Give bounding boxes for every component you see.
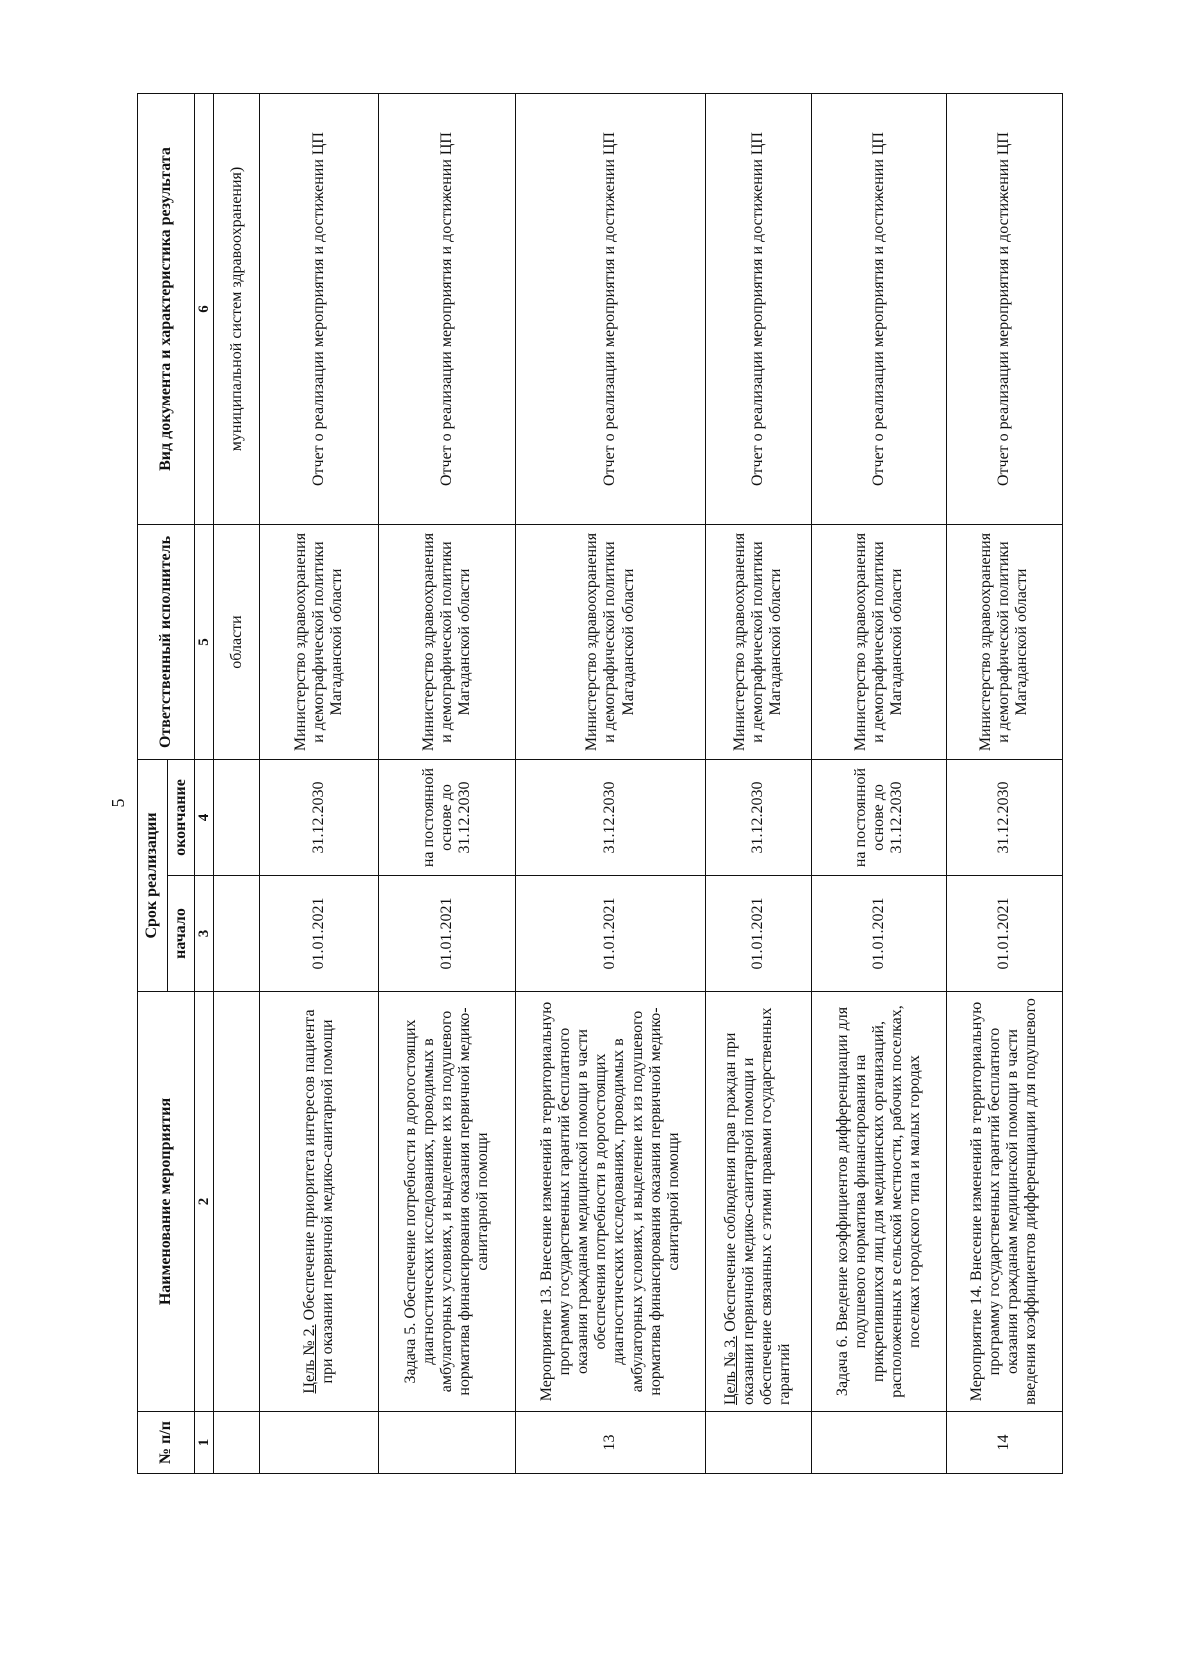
row-num bbox=[706, 1412, 812, 1474]
carry-row bbox=[213, 94, 259, 1474]
table-row bbox=[811, 94, 946, 1474]
row-start: 01.01.2021 bbox=[946, 876, 1062, 992]
colnum-1: 1 bbox=[195, 1412, 214, 1474]
header-period: Срок реализации bbox=[138, 760, 168, 992]
row-name bbox=[378, 992, 515, 1412]
header-num: № п/п bbox=[138, 1412, 195, 1474]
table-row bbox=[946, 94, 1062, 1474]
header-start: начало bbox=[167, 876, 194, 992]
table-row bbox=[260, 94, 378, 1474]
row-executor: Министерство здравоохранения и демографической политики Магаданской области bbox=[260, 525, 378, 760]
row-name-text: Мероприятие 14. Внесение изменений в территориальную программу государственных гарантий бесплатного оказания гражданам медицинской помощи в части введения коэффициентов дифференциации для подушевого bbox=[968, 998, 1040, 1405]
row-num: 13 bbox=[515, 1412, 705, 1474]
table-row bbox=[515, 94, 705, 1474]
row-end: на постоянной основе до 31.12.2030 bbox=[378, 760, 515, 876]
carry-start bbox=[213, 876, 259, 992]
carry-name bbox=[213, 992, 259, 1412]
colnum-4: 4 bbox=[195, 760, 214, 876]
row-start: 01.01.2021 bbox=[260, 876, 378, 992]
carry-end bbox=[213, 760, 259, 876]
table-row bbox=[706, 94, 812, 1474]
row-name bbox=[706, 992, 812, 1412]
carry-executor: области bbox=[213, 525, 259, 760]
colnum-6: 6 bbox=[195, 94, 214, 525]
row-executor: Министерство здравоохранения и демографической политики Магаданской области bbox=[706, 525, 812, 760]
header-executor: Ответственный исполнитель bbox=[138, 525, 195, 760]
row-doc: Отчет о реализации мероприятия и достижении ЦП bbox=[706, 94, 812, 525]
table-row bbox=[378, 94, 515, 1474]
page-number: 5 bbox=[108, 798, 128, 808]
row-doc: Отчет о реализации мероприятия и достижении ЦП bbox=[946, 94, 1062, 525]
header-row bbox=[138, 94, 168, 1474]
row-name-text: Мероприятие 13. Внесение изменений в территориальную программу государственных гарантий бесплатного оказания гражданам медицинской помощи в части обеспечения потребности в дорогостоящих диагностических исследованиях, проводимых в амбулаторных условиях, и выделение их из подушевого норматива финансирования оказания первичной медико-санитарной помощи bbox=[538, 1001, 682, 1402]
row-end: 31.12.2030 bbox=[946, 760, 1062, 876]
row-doc: Отчет о реализации мероприятия и достижении ЦП bbox=[260, 94, 378, 525]
row-name-text: Обеспечение приоритета интересов пациента при оказании первичной медико-санитарной помощи bbox=[300, 1009, 337, 1384]
row-num bbox=[378, 1412, 515, 1474]
row-name-text: Задача 6. Введение коэффициентов дифференциации для подушевого норматива финансирования на прикрепившихся лиц для медицинских организаций, расположенных в сельской местности, рабочих поселках, поселках городского типа и малых городах bbox=[833, 1005, 923, 1398]
colnum-3: 3 bbox=[195, 876, 214, 992]
row-name bbox=[811, 992, 946, 1412]
measures-table bbox=[137, 93, 1063, 1474]
row-name-text: Обеспечение соблюдения прав граждан при оказании первичной медико-санитарной помощи и обеспечение связанных с этими правами государственных гарантий bbox=[722, 1007, 794, 1405]
colnum-2: 2 bbox=[195, 992, 214, 1412]
column-numbers-row bbox=[195, 94, 214, 1474]
row-start: 01.01.2021 bbox=[811, 876, 946, 992]
row-executor: Министерство здравоохранения и демографической политики Магаданской области bbox=[946, 525, 1062, 760]
row-executor: Министерство здравоохранения и демографической политики Магаданской области bbox=[515, 525, 705, 760]
row-executor: Министерство здравоохранения и демографической политики Магаданской области bbox=[811, 525, 946, 760]
row-name bbox=[260, 992, 378, 1412]
row-name bbox=[946, 992, 1062, 1412]
row-num bbox=[811, 1412, 946, 1474]
row-doc: Отчет о реализации мероприятия и достижении ЦП bbox=[811, 94, 946, 525]
row-end: 31.12.2030 bbox=[706, 760, 812, 876]
row-name bbox=[515, 992, 705, 1412]
row-num: 14 bbox=[946, 1412, 1062, 1474]
header-end: окончание bbox=[167, 760, 194, 876]
row-end: на постоянной основе до 31.12.2030 bbox=[811, 760, 946, 876]
row-start: 01.01.2021 bbox=[515, 876, 705, 992]
row-start: 01.01.2021 bbox=[378, 876, 515, 992]
header-name: Наименование мероприятия bbox=[138, 992, 195, 1412]
row-name-text: Задача 5. Обеспечение потребности в дорогостоящих диагностических исследованиях, проводимых в амбулаторных условиях, и выделение их из подушевого норматива финансирования оказания первичной медико-санитарной помощи bbox=[401, 1007, 491, 1396]
row-name-prefix: Цель № 2. bbox=[300, 1324, 318, 1394]
row-doc: Отчет о реализации мероприятия и достижении ЦП bbox=[378, 94, 515, 525]
rotated-page bbox=[137, 94, 1063, 1474]
row-start: 01.01.2021 bbox=[706, 876, 812, 992]
row-num bbox=[260, 1412, 378, 1474]
header-doc: Вид документа и характеристика результата bbox=[138, 94, 195, 525]
row-name-prefix: Цель № 3. bbox=[722, 1335, 740, 1405]
row-executor: Министерство здравоохранения и демографической политики Магаданской области bbox=[378, 525, 515, 760]
row-doc: Отчет о реализации мероприятия и достижении ЦП bbox=[515, 94, 705, 525]
row-end: 31.12.2030 bbox=[515, 760, 705, 876]
colnum-5: 5 bbox=[195, 525, 214, 760]
carry-num bbox=[213, 1412, 259, 1474]
row-end: 31.12.2030 bbox=[260, 760, 378, 876]
carry-doc: муниципальной систем здравоохранения) bbox=[213, 94, 259, 525]
